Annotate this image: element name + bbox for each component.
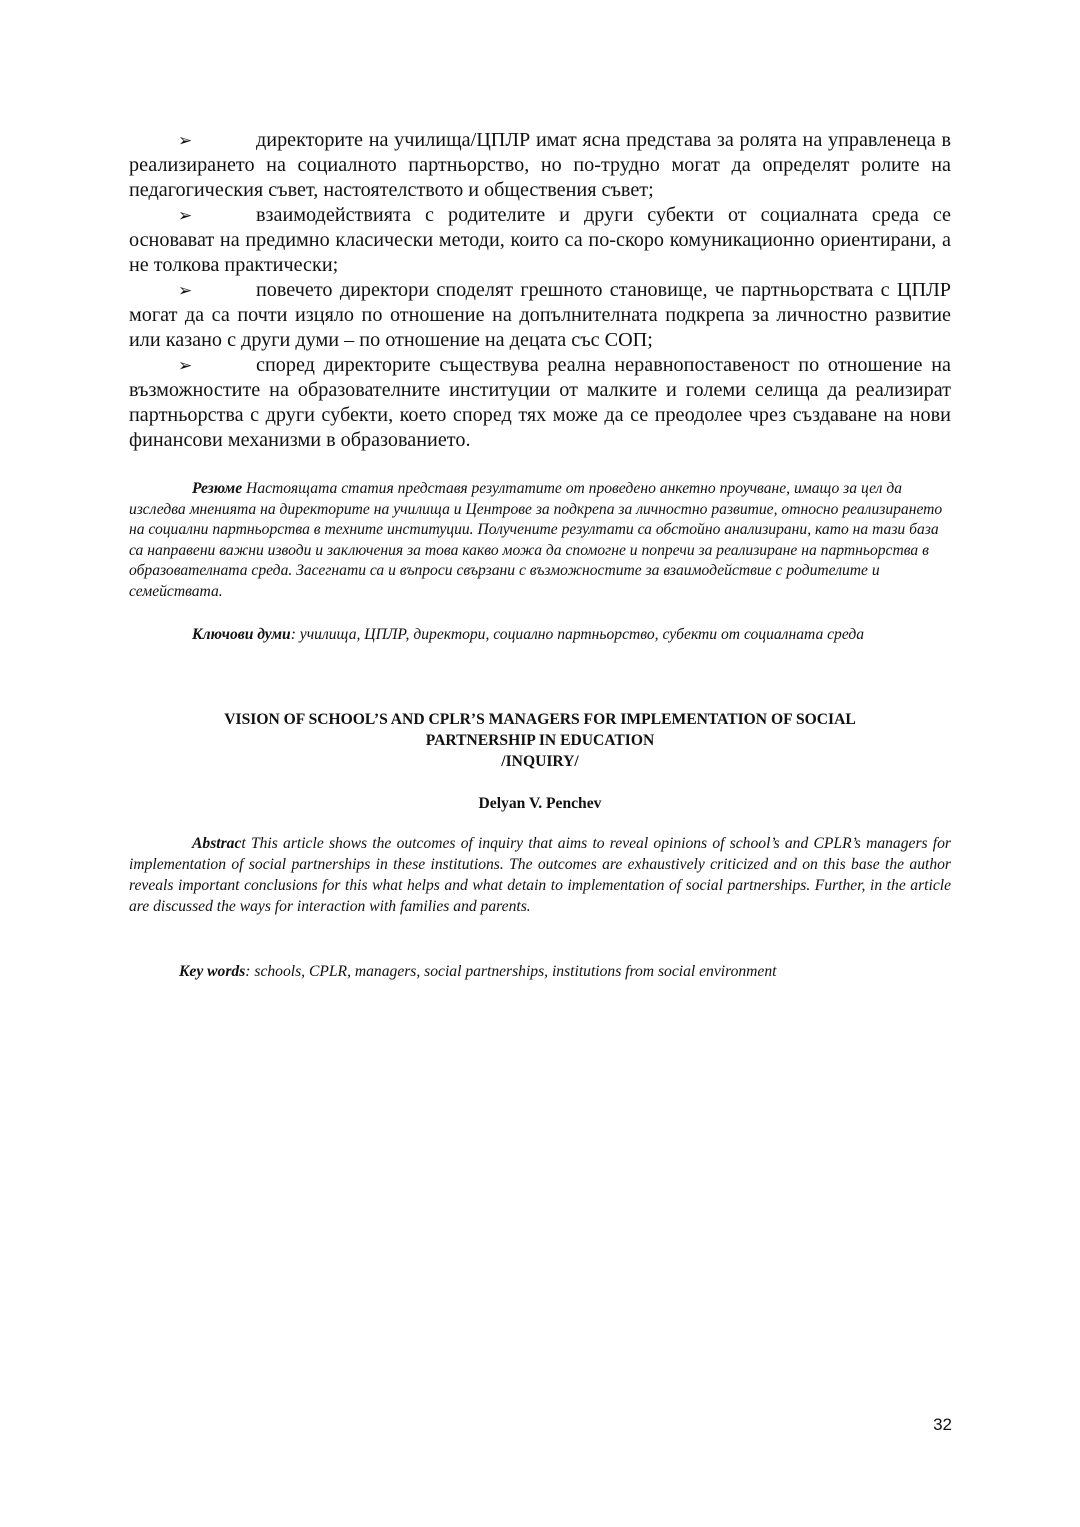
- keywords-bg-label: Ключови думи: [192, 626, 291, 643]
- english-title-subtitle: /INQUIRY/: [501, 753, 579, 770]
- keywords-en-label: Key words: [179, 963, 246, 980]
- bulgarian-keywords: [129, 624, 951, 645]
- author-name: Delyan V. Penchev: [478, 795, 602, 812]
- keywords-en-text: : schools, CPLR, managers, social partnerships, institutions from social environment: [245, 963, 777, 980]
- english-abstract: [129, 833, 951, 917]
- bullet-text: взаимодействията с родителите и други субекти от социалната среда се основават на предимно класически методи, които са по-скоро комуникационно ориентирани, а не толкова практически;: [129, 204, 951, 276]
- arrow-bullet-icon: ➢: [178, 281, 193, 300]
- bullet-text: директорите на училища/ЦПЛР имат ясна представа за ролята на управленеца в реализирането на социалното партньорство, но по-трудно могат да определят ролите на педагогическия съвет, настоятелството и обществения съвет;: [129, 129, 951, 201]
- bulgarian-summary: [129, 479, 951, 603]
- conclusion-bullet-list: [129, 128, 951, 453]
- abstract-text: t This article shows the outcomes of inquiry that aims to reveal opinions of school’s and CPLR’s managers for implementation of social partnerships in these institutions. The outcomes are exhaustively criticized and on this base the author reveals important conclusions for this what helps and what detain to implementation of social partnerships. Further, in the article are discussed the ways for interaction with families and parents.: [129, 835, 951, 915]
- english-keywords: [129, 961, 951, 982]
- bullet-item: [129, 278, 951, 353]
- arrow-bullet-icon: ➢: [178, 356, 193, 375]
- summary-text: Настоящата статия представя резултатите от проведено анкетно проучване, имащо за цел да изследва мненията на директорите на училища и Центрове за подкрепа за личностно развитие, относно реализирането на социални партньорства в техните институции. Получените резултати са обстойно анализирани, като на тази база са направени важни изводи и заключения за това какво можа да спомогне и попречи за реализиране на партньорства в образователната среда. Засегнати са и въпроси свързани с възможностите за взаимодействие с родителите и семействата.: [129, 480, 943, 600]
- keywords-bg-text: : училища, ЦПЛР, директори, социално партньорство, субекти от социалната среда: [290, 626, 865, 643]
- page-number: 32: [933, 1415, 952, 1434]
- english-title-line: PARTNERSHIP IN EDUCATION: [425, 732, 655, 749]
- abstract-label: Abstrac: [192, 835, 242, 852]
- bullet-text: според директорите съществува реална неравнопоставеност по отношение на възможностите на образователните институции от малките и големи селища да реализират партньорства с други субекти, което според тях може да се преодолее чрез създаване на нови финансови механизми в образованието.: [129, 354, 951, 451]
- english-title: [129, 709, 951, 772]
- arrow-bullet-icon: ➢: [178, 131, 193, 150]
- bullet-item: [129, 203, 951, 278]
- bullet-text: повечето директори споделят грешното становище, че партньорствата с ЦПЛР могат да са почти изцяло по отношение на допълнителната подкрепа за личностно развитие или казано с други думи – по отношение на децата със СОП;: [129, 279, 951, 351]
- arrow-bullet-icon: ➢: [178, 206, 193, 225]
- bullet-item: [129, 353, 951, 453]
- english-title-line: VISION OF SCHOOL’S AND CPLR’S MANAGERS FOR IMPLEMENTATION OF SOCIAL: [224, 711, 856, 728]
- bullet-item: [129, 128, 951, 203]
- summary-label: Резюме: [192, 480, 243, 497]
